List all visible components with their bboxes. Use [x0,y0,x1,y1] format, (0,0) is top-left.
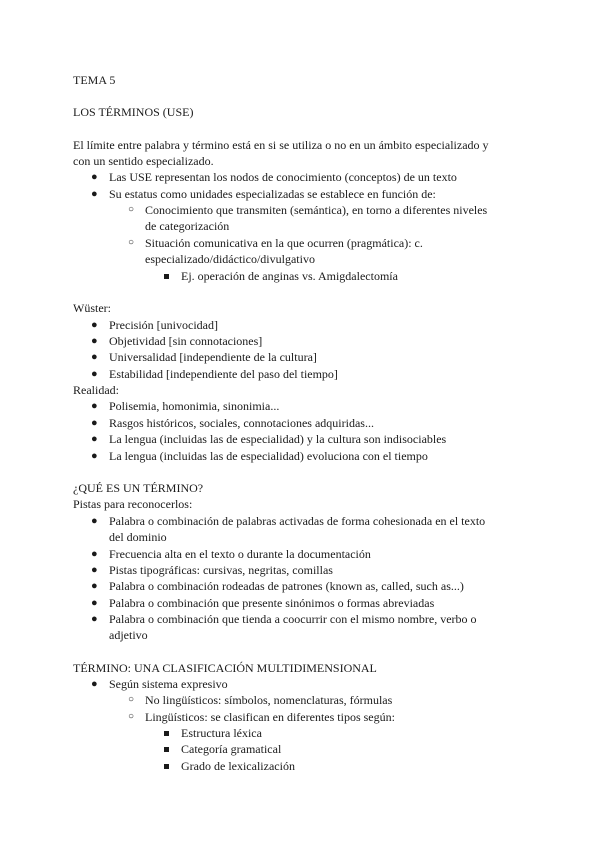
intro-bullet-1: Las USE representan los nodos de conocimiento (conceptos) de un texto [109,170,457,184]
filled-circle-icon: ● [91,335,98,347]
intro-sub-2-line2: especializado/didáctico/divulgativo [145,252,315,266]
pista-6-line2: adjetivo [109,628,148,642]
section-title-terminos: LOS TÉRMINOS (USE) [73,105,194,119]
filled-circle-icon: ● [91,548,98,560]
filled-square-icon [164,731,169,736]
clasificacion-subsub: Estructura léxica [181,726,262,740]
filled-circle-icon: ● [91,580,98,592]
filled-square-icon [164,747,169,752]
filled-circle-icon: ● [91,319,98,331]
intro-sub-1-line1: Conocimiento que transmiten (semántica), en torno a diferentes niveles [145,203,488,217]
pista-6-line1: Palabra o combinación que tienda a coocurrir con el mismo nombre, verbo o [109,612,477,626]
filled-circle-icon: ● [91,351,98,363]
hollow-circle-icon: ○ [128,237,135,248]
filled-circle-icon: ● [91,433,98,445]
pista-2: Frecuencia alta en el texto o durante la documentación [109,547,371,561]
hollow-circle-icon: ○ [128,711,135,722]
filled-circle-icon: ● [91,417,98,429]
clasificacion-sub-1: No lingüísticos: símbolos, nomenclaturas, fórmulas [145,693,393,707]
intro-paragraph-line1: El límite entre palabra y término está en si se utiliza o no en un ámbito especializado y [73,138,489,152]
wuster-label: Wüster: [73,301,111,315]
wuster-item: Universalidad [independiente de la cultura] [109,350,317,364]
clasificacion-subsub: Categoría gramatical [181,742,282,756]
filled-square-icon [164,764,169,769]
intro-subsub-1: Ej. operación de anginas vs. Amigdalectomía [181,269,398,283]
realidad-item: La lengua (incluidas las de especialidad) y la cultura son indisociables [109,432,447,446]
pistas-label: Pistas para reconocerlos: [73,497,193,511]
filled-circle-icon: ● [91,515,98,527]
filled-circle-icon: ● [91,678,98,690]
tema-heading: TEMA 5 [73,73,116,87]
wuster-item: Objetividad [sin connotaciones] [109,334,263,348]
realidad-item: Polisemia, homonimia, sinonimia... [109,399,280,413]
hollow-circle-icon: ○ [128,204,135,215]
pista-3: Pistas tipográficas: cursivas, negritas, comillas [109,563,333,577]
section-title-que-es: ¿QUÉ ES UN TÉRMINO? [73,481,204,495]
pista-5: Palabra o combinación que presente sinónimos o formas abreviadas [109,596,435,610]
intro-sub-1-line2: de categorización [145,219,230,233]
realidad-item: Rasgos históricos, sociales, connotaciones adquiridas... [109,416,374,430]
clasificacion-bullet: Según sistema expresivo [109,677,228,691]
clasificacion-subsub: Grado de lexicalización [181,759,295,773]
filled-circle-icon: ● [91,613,98,625]
hollow-circle-icon: ○ [128,694,135,705]
intro-bullet-2: Su estatus como unidades especializadas se establece en función de: [109,187,436,201]
filled-circle-icon: ● [91,400,98,412]
section-title-clasificacion: TÉRMINO: UNA CLASIFICACIÓN MULTIDIMENSIONAL [73,661,377,675]
intro-paragraph-line2: con un sentido especializado. [73,154,214,168]
filled-circle-icon: ● [91,450,98,462]
filled-circle-icon: ● [91,597,98,609]
pista-4: Palabra o combinación rodeadas de patrones (known as, called, such as...) [109,579,464,593]
realidad-label: Realidad: [73,383,119,397]
intro-sub-2-line1: Situación comunicativa en la que ocurren (pragmática): c. [145,236,423,250]
clasificacion-sub-2: Lingüísticos: se clasifican en diferentes tipos según: [145,710,395,724]
pista-1-line1: Palabra o combinación de palabras activadas de forma cohesionada en el texto [109,514,486,528]
filled-circle-icon: ● [91,564,98,576]
filled-circle-icon: ● [91,368,98,380]
filled-square-icon [164,274,169,279]
realidad-item: La lengua (incluidas las de especialidad) evoluciona con el tiempo [109,449,428,463]
wuster-item: Estabilidad [independiente del paso del tiempo] [109,367,338,381]
filled-circle-icon: ● [91,171,98,183]
pista-1-line2: del dominio [109,530,167,544]
filled-circle-icon: ● [91,188,98,200]
wuster-item: Precisión [univocidad] [109,318,218,332]
